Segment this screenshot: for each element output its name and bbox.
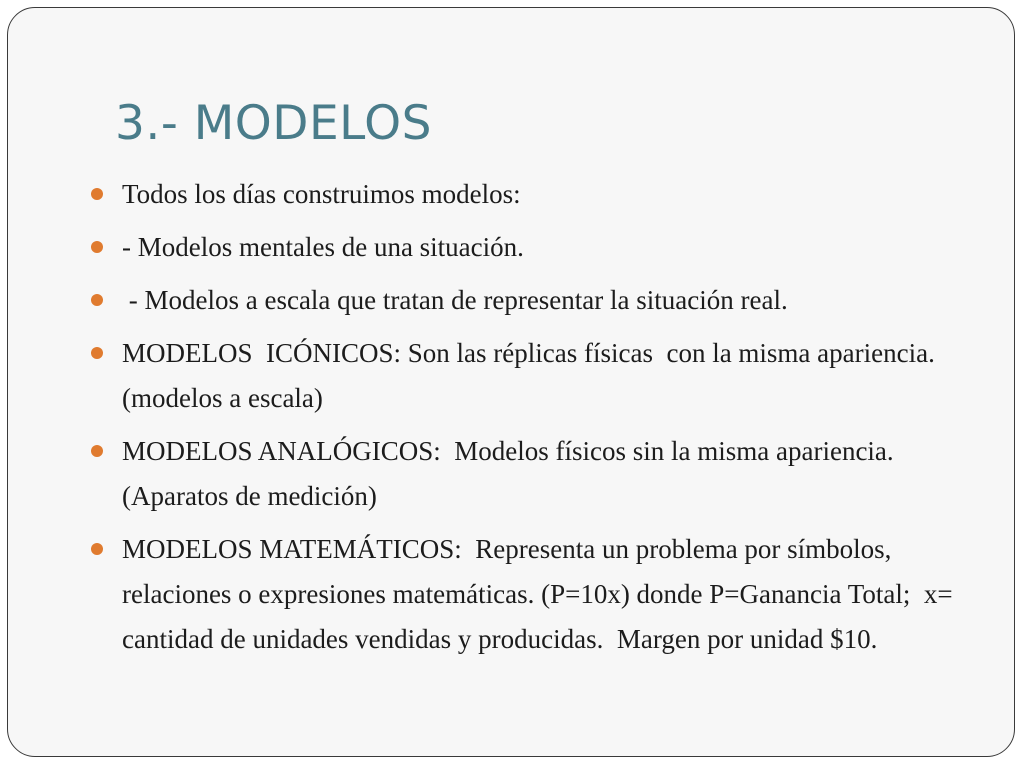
list-item <box>122 527 972 662</box>
bullet-dot-icon <box>91 241 103 253</box>
bullet-text: - Modelos mentales de una situación. <box>122 232 524 262</box>
bullet-text: MODELOS ANALÓGICOS: Modelos físicos sin la misma apariencia. (Aparatos de medición) <box>122 436 901 511</box>
bullet-list <box>122 172 972 670</box>
list-item <box>122 225 972 270</box>
list-item <box>122 172 972 217</box>
bullet-text: MODELOS ICÓNICOS: Son las réplicas físicas con la misma apariencia. (modelos a escala) <box>122 338 942 413</box>
bullet-dot-icon <box>91 445 103 457</box>
list-item <box>122 278 972 323</box>
bullet-text: MODELOS MATEMÁTICOS: Representa un problema por símbolos, relaciones o expresiones matemáticas. (P=10x) donde P=Ganancia Total; x= cantidad de unidades vendidas y producidas. Margen por unidad $10. <box>122 534 960 654</box>
bullet-text: Todos los días construimos modelos: <box>122 179 521 209</box>
bullet-dot-icon <box>91 188 103 200</box>
list-item <box>122 429 972 519</box>
slide-title: 3.- MODELOS <box>115 96 433 151</box>
slide <box>7 7 1015 757</box>
bullet-text: - Modelos a escala que tratan de representar la situación real. <box>122 285 788 315</box>
bullet-dot-icon <box>91 347 103 359</box>
bullet-dot-icon <box>91 543 103 555</box>
list-item <box>122 331 972 421</box>
bullet-dot-icon <box>91 294 103 306</box>
